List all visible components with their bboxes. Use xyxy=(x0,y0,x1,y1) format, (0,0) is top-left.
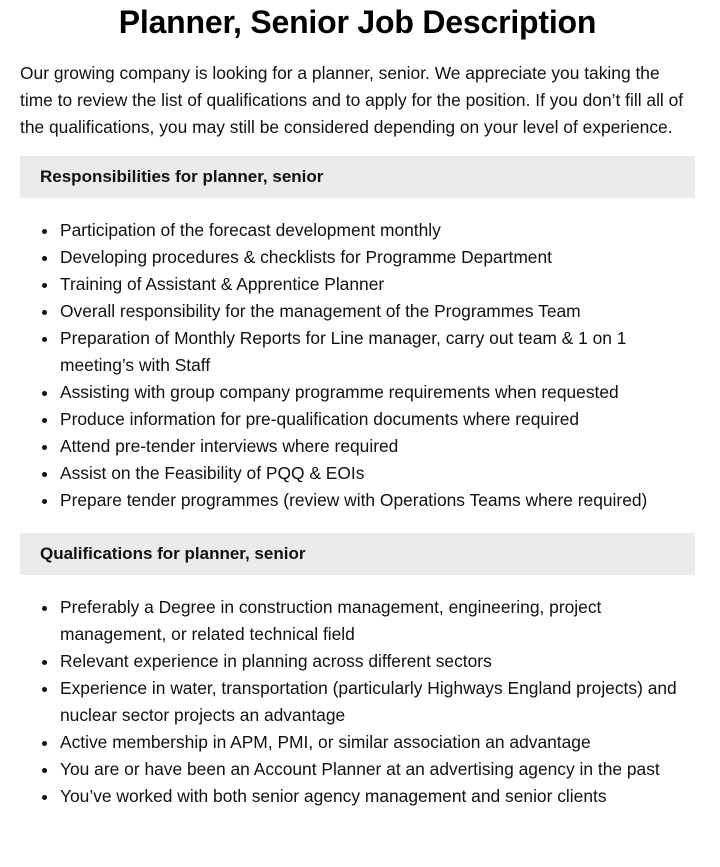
bullet-icon xyxy=(42,660,47,665)
bullet-icon xyxy=(42,283,47,288)
page-title: Planner, Senior Job Description xyxy=(118,4,597,40)
list-item: Experience in water, transportation (particularly Highways England projects) and nuclear sector projects an advantage xyxy=(20,675,695,729)
bullet-icon xyxy=(42,687,47,692)
responsibilities-header xyxy=(20,156,695,198)
list-item: Participation of the forecast development monthly xyxy=(20,217,695,244)
qualifications-list xyxy=(20,594,695,810)
list-item: Produce information for pre-qualification documents where required xyxy=(20,406,695,433)
bullet-icon xyxy=(42,445,47,450)
list-item: You are or have been an Account Planner at an advertising agency in the past xyxy=(20,756,695,783)
list-item: You’ve worked with both senior agency management and senior clients xyxy=(20,783,695,810)
responsibilities-list xyxy=(20,217,695,514)
bullet-icon xyxy=(42,229,47,234)
list-item: Assist on the Feasibility of PQQ & EOIs xyxy=(20,460,695,487)
list-item: Training of Assistant & Apprentice Planner xyxy=(20,271,695,298)
qualifications-header xyxy=(20,533,695,575)
list-item: Prepare tender programmes (review with Operations Teams where required) xyxy=(20,487,695,514)
list-item: Developing procedures & checklists for Programme Department xyxy=(20,244,695,271)
list-item: Assisting with group company programme requirements when requested xyxy=(20,379,695,406)
bullet-icon xyxy=(42,391,47,396)
list-item: Attend pre-tender interviews where required xyxy=(20,433,695,460)
bullet-icon xyxy=(42,256,47,261)
bullet-icon xyxy=(42,337,47,342)
bullet-icon xyxy=(42,499,47,504)
bullet-icon xyxy=(42,418,47,423)
list-item: Overall responsibility for the management of the Programmes Team xyxy=(20,298,695,325)
list-item: Preferably a Degree in construction management, engineering, project management, or related technical field xyxy=(20,594,695,648)
bullet-icon xyxy=(42,741,47,746)
bullet-icon xyxy=(42,472,47,477)
responsibilities-header-label: Responsibilities for planner, senior xyxy=(40,167,324,186)
list-item: Active membership in APM, PMI, or similar association an advantage xyxy=(20,729,695,756)
list-item: Preparation of Monthly Reports for Line manager, carry out team & 1 on 1 meeting’s with Staff xyxy=(20,325,695,379)
bullet-icon xyxy=(42,768,47,773)
bullet-icon xyxy=(42,310,47,315)
intro-paragraph: Our growing company is looking for a planner, senior. We appreciate you taking the time to review the list of qualifications and to apply for the position. If you don’t fill all of the qualifications, you may still be considered depending on your level of experience. xyxy=(20,63,684,137)
bullet-icon xyxy=(42,795,47,800)
qualifications-header-label: Qualifications for planner, senior xyxy=(40,544,306,563)
list-item: Relevant experience in planning across different sectors xyxy=(20,648,695,675)
bullet-icon xyxy=(42,606,47,611)
